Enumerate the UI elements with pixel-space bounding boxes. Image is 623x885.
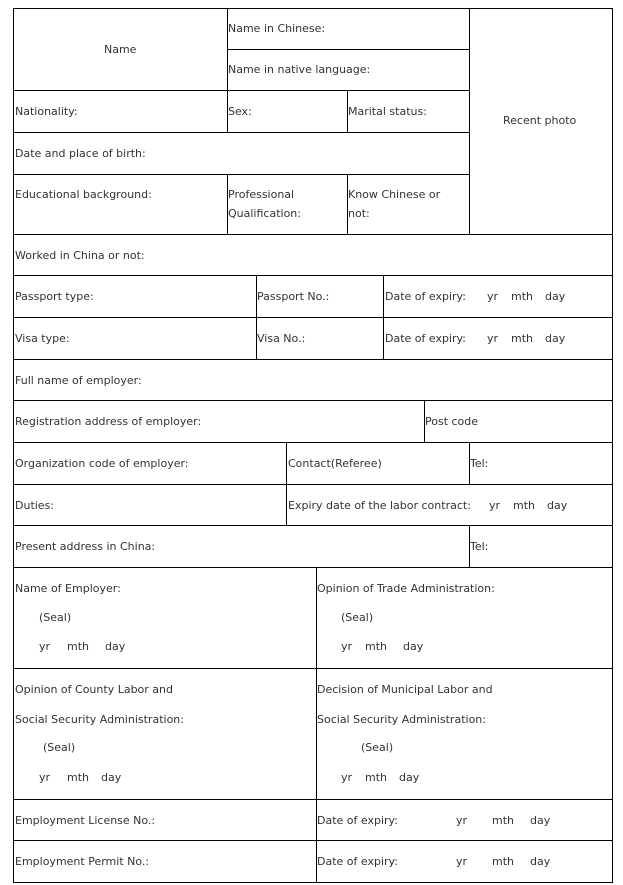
nationality-field[interactable]: Nationality: — [15, 105, 78, 118]
grid-line — [13, 90, 470, 91]
grid-line — [13, 174, 470, 175]
table-border-right — [612, 8, 613, 883]
labor-contract-expiry-mth: mth — [513, 499, 535, 512]
present-tel-field[interactable]: Tel: — [470, 540, 489, 553]
contact-referee-field[interactable]: Contact(Referee) — [288, 457, 382, 470]
visa-no-field[interactable]: Visa No.: — [257, 332, 306, 345]
labor-contract-expiry-yr: yr — [489, 499, 501, 512]
municipal-sign-mth: mth — [365, 771, 387, 784]
visa-expiry-yr: yr — [487, 332, 499, 345]
employer-sign-day: day — [105, 640, 126, 653]
employer-sign-mth: mth — [67, 640, 89, 653]
county-sign-mth: mth — [67, 771, 89, 784]
trade-seal: (Seal) — [341, 611, 374, 624]
municipal-sign-day: day — [399, 771, 420, 784]
permit-expiry-label[interactable]: Date of expiry: — [317, 855, 398, 868]
municipal-sign-yr: yr — [341, 771, 353, 784]
license-expiry-yr: yr — [456, 814, 468, 827]
labor-contract-expiry-day: day — [547, 499, 568, 512]
professional-qualification-line-2[interactable]: Qualification: — [228, 207, 301, 220]
post-code-field[interactable]: Post code — [425, 415, 479, 428]
permit-expiry-mth: mth — [492, 855, 514, 868]
grid-line — [13, 275, 613, 276]
registration-address-field[interactable]: Registration address of employer: — [15, 415, 202, 428]
grid-line — [13, 317, 613, 318]
grid-line — [469, 8, 470, 235]
license-expiry-day: day — [530, 814, 551, 827]
municipal-seal: (Seal) — [361, 741, 394, 754]
name-label: Name — [104, 43, 137, 56]
recent-photo-box: Recent photo — [503, 114, 577, 127]
grid-line — [13, 668, 613, 669]
grid-line — [13, 132, 470, 133]
passport-expiry-label[interactable]: Date of expiry: — [385, 290, 466, 303]
employment-permit-field[interactable]: Employment Permit No.: — [15, 855, 150, 868]
grid-line — [227, 8, 228, 91]
sex-field[interactable]: Sex: — [228, 105, 252, 118]
table-border-bottom — [13, 882, 613, 883]
employer-tel-field[interactable]: Tel: — [470, 457, 489, 470]
permit-expiry-day: day — [530, 855, 551, 868]
opinion-trade-label: Opinion of Trade Administration: — [317, 582, 495, 595]
grid-line — [13, 840, 613, 841]
employer-seal: (Seal) — [39, 611, 72, 624]
name-native-field[interactable]: Name in native language: — [228, 63, 371, 76]
trade-sign-mth: mth — [365, 640, 387, 653]
table-border-top — [13, 8, 613, 9]
passport-expiry-mth: mth — [511, 290, 533, 303]
full-name-employer-field[interactable]: Full name of employer: — [15, 374, 142, 387]
duties-field[interactable]: Duties: — [15, 499, 55, 512]
know-chinese-line-2[interactable]: not: — [348, 207, 370, 220]
grid-line — [256, 275, 257, 360]
grid-line — [347, 174, 348, 235]
county-sign-yr: yr — [39, 771, 51, 784]
grid-line — [13, 400, 613, 401]
grid-line — [383, 275, 384, 360]
decision-municipal-line-1: Decision of Municipal Labor and — [317, 683, 493, 696]
decision-municipal-line-2: Social Security Administration: — [317, 713, 486, 726]
grid-line — [13, 525, 613, 526]
educational-background-field[interactable]: Educational background: — [15, 188, 152, 201]
professional-qualification-line-1[interactable]: Professional — [228, 188, 295, 201]
date-place-birth-field[interactable]: Date and place of birth: — [15, 147, 146, 160]
grid-line — [227, 174, 228, 235]
opinion-county-line-2: Social Security Administration: — [15, 713, 184, 726]
county-seal: (Seal) — [43, 741, 76, 754]
employment-license-field[interactable]: Employment License No.: — [15, 814, 156, 827]
passport-no-field[interactable]: Passport No.: — [257, 290, 330, 303]
opinion-county-line-1: Opinion of County Labor and — [15, 683, 173, 696]
passport-type-field[interactable]: Passport type: — [15, 290, 94, 303]
worked-in-china-field[interactable]: Worked in China or not: — [15, 249, 145, 262]
trade-sign-day: day — [403, 640, 424, 653]
passport-expiry-yr: yr — [487, 290, 499, 303]
visa-expiry-day: day — [545, 332, 566, 345]
name-chinese-field[interactable]: Name in Chinese: — [228, 22, 326, 35]
present-address-field[interactable]: Present address in China: — [15, 540, 156, 553]
passport-expiry-day: day — [545, 290, 566, 303]
employer-sign-yr: yr — [39, 640, 51, 653]
know-chinese-line-1[interactable]: Know Chinese or — [348, 188, 441, 201]
grid-line — [13, 234, 613, 235]
visa-expiry-mth: mth — [511, 332, 533, 345]
visa-expiry-label[interactable]: Date of expiry: — [385, 332, 466, 345]
grid-line — [13, 799, 613, 800]
grid-line — [227, 49, 470, 50]
county-sign-day: day — [101, 771, 122, 784]
name-of-employer-label: Name of Employer: — [15, 582, 121, 595]
license-expiry-label[interactable]: Date of expiry: — [317, 814, 398, 827]
marital-status-field[interactable]: Marital status: — [348, 105, 427, 118]
license-expiry-mth: mth — [492, 814, 514, 827]
visa-type-field[interactable]: Visa type: — [15, 332, 70, 345]
permit-expiry-yr: yr — [456, 855, 468, 868]
grid-line — [13, 484, 613, 485]
grid-line — [13, 442, 613, 443]
grid-line — [13, 359, 613, 360]
labor-contract-expiry-label[interactable]: Expiry date of the labor contract: — [288, 499, 471, 512]
grid-line — [13, 567, 613, 568]
table-border-left — [13, 8, 14, 883]
grid-line — [286, 442, 287, 526]
organization-code-field[interactable]: Organization code of employer: — [15, 457, 189, 470]
trade-sign-yr: yr — [341, 640, 353, 653]
